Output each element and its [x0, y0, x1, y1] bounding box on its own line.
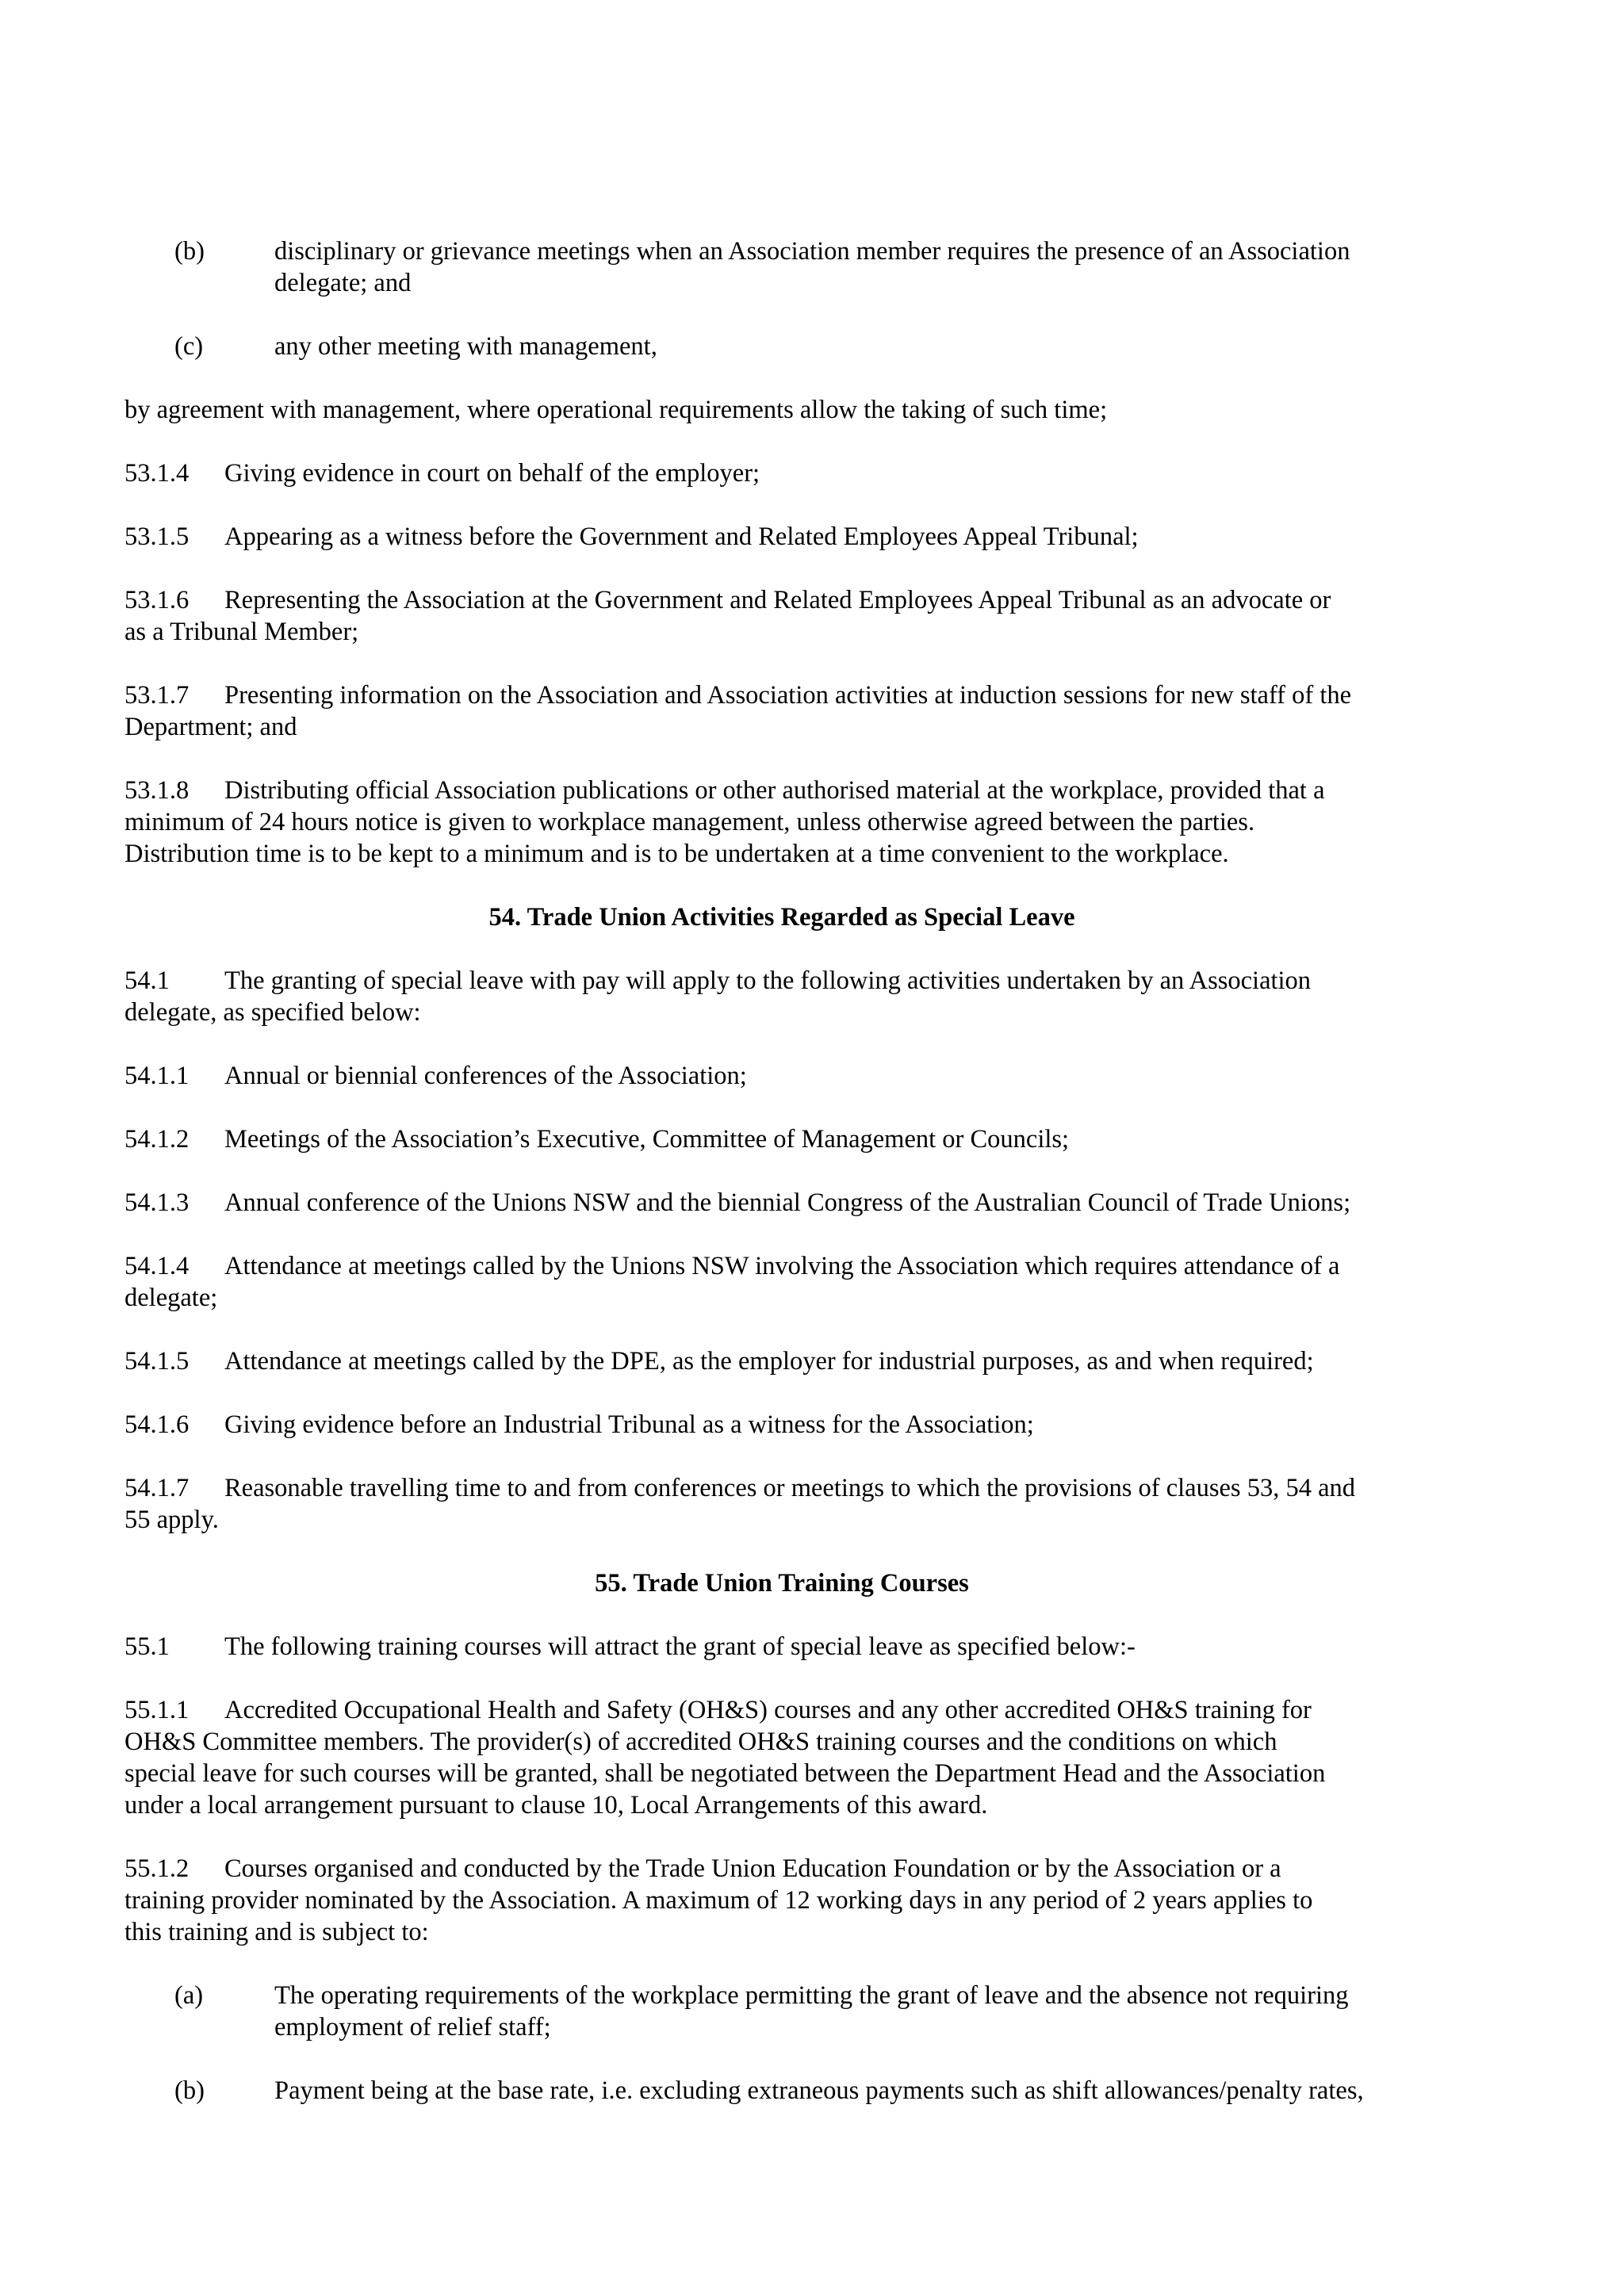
clause-number: 54.1.7 — [124, 1474, 190, 1502]
clause-text-line: OH&S Committee members. The provider(s) of accredited OH&S training courses and the conditions on which — [124, 1728, 1277, 1756]
clause-number: 54.1.2 — [124, 1125, 190, 1154]
clause-number: 53.1.7 — [124, 681, 190, 710]
clause-text-line: Presenting information on the Association and Association activities at induction sessions for new staff of the — [224, 681, 1352, 710]
clause-text-line: Representing the Association at the Government and Related Employees Appeal Tribunal as an advocate or — [224, 586, 1331, 614]
clause-text-line: Attendance at meetings called by the Unions NSW involving the Association which requires attendance of a — [224, 1252, 1340, 1280]
clause-text-line: this training and is subject to: — [124, 1918, 429, 1946]
item-label: (c) — [174, 332, 204, 361]
item-text-line: The operating requirements of the workplace permitting the grant of leave and the absence not requiring — [274, 1981, 1349, 2010]
clause-text-line: special leave for such courses will be granted, shall be negotiated between the Department Head and the Association — [124, 1759, 1326, 1788]
item-text-line: delegate; and — [274, 269, 412, 297]
clause-number: 54.1.3 — [124, 1188, 190, 1217]
clause-text-line: The granting of special leave with pay will apply to the following activities undertaken by an Association — [224, 966, 1312, 995]
clause-text-line: training provider nominated by the Association. A maximum of 12 working days in any period of 2 years applies to — [124, 1886, 1313, 1915]
clause-text-line: Courses organised and conducted by the Trade Union Education Foundation or by the Association or a — [224, 1854, 1281, 1883]
clause-text-line: delegate; — [124, 1284, 218, 1312]
clause-text-line: Giving evidence in court on behalf of the employer; — [224, 459, 760, 488]
clause-text-line: Accredited Occupational Health and Safety (OH&S) courses and any other accredited OH&S training for — [224, 1696, 1312, 1724]
clause-text-line: The following training courses will attract the grant of special leave as specified below:- — [224, 1632, 1136, 1661]
clause-text-line: Attendance at meetings called by the DPE, as the employer for industrial purposes, as and when required; — [224, 1347, 1314, 1376]
item-label: (b) — [174, 237, 205, 266]
clause-text-line: Distribution time is to be kept to a minimum and is to be undertaken at a time convenient to the workplace. — [124, 840, 1229, 868]
clause-number: 54.1.4 — [124, 1252, 190, 1280]
clause-number: 55.1.1 — [124, 1696, 190, 1724]
clause-text-line: Annual conference of the Unions NSW and the biennial Congress of the Australian Council of Trade Unions; — [224, 1188, 1351, 1217]
clause-number: 53.1.5 — [124, 522, 190, 551]
item-text-line: disciplinary or grievance meetings when an Association member requires the presence of an Association — [274, 237, 1350, 266]
clause-number: 54.1 — [124, 966, 170, 995]
clause-text-line: Meetings of the Association’s Executive, Committee of Management or Councils; — [224, 1125, 1070, 1154]
clause-text-line: Appearing as a witness before the Government and Related Employees Appeal Tribunal; — [224, 522, 1139, 551]
item-text-line: any other meeting with management, — [274, 332, 657, 361]
clause-text-line: under a local arrangement pursuant to clause 10, Local Arrangements of this award. — [124, 1791, 988, 1820]
clause-number: 53.1.6 — [124, 586, 190, 614]
item-text-line: employment of relief staff; — [274, 2013, 551, 2042]
section-heading-text: 55. Trade Union Training Courses — [595, 1569, 969, 1598]
clause-number: 53.1.4 — [124, 459, 190, 488]
clause-text-line: Giving evidence before an Industrial Tribunal as a witness for the Association; — [224, 1410, 1034, 1439]
clause-text-line: as a Tribunal Member; — [124, 618, 359, 646]
clause-text-line: 55 apply. — [124, 1506, 219, 1534]
section-heading-text: 54. Trade Union Activities Regarded as Special Leave — [488, 903, 1075, 932]
clause-text-line: Annual or biennial conferences of the Association; — [224, 1062, 747, 1090]
item-text-line: Payment being at the base rate, i.e. excluding extraneous payments such as shift allowances/penalty rates, — [274, 2076, 1364, 2105]
clause-text-line: Reasonable travelling time to and from conferences or meetings to which the provisions of clauses 53, 54 and — [224, 1474, 1356, 1502]
item-label: (a) — [174, 1981, 204, 2010]
clause-number: 55.1 — [124, 1632, 170, 1661]
clause-number: 53.1.8 — [124, 776, 190, 805]
paragraph-text-line: by agreement with management, where operational requirements allow the taking of such time; — [124, 396, 1108, 424]
clause-number: 54.1.1 — [124, 1062, 190, 1090]
clause-number: 54.1.5 — [124, 1347, 190, 1376]
clause-number: 55.1.2 — [124, 1854, 190, 1883]
clause-text-line: Department; and — [124, 713, 297, 741]
clause-text-line: delegate, as specified below: — [124, 998, 421, 1027]
clause-text-line: minimum of 24 hours notice is given to workplace management, unless otherwise agreed between the parties. — [124, 808, 1255, 836]
item-label: (b) — [174, 2076, 205, 2105]
clause-number: 54.1.6 — [124, 1410, 190, 1439]
clause-text-line: Distributing official Association publications or other authorised material at the workplace, provided that a — [224, 776, 1325, 805]
